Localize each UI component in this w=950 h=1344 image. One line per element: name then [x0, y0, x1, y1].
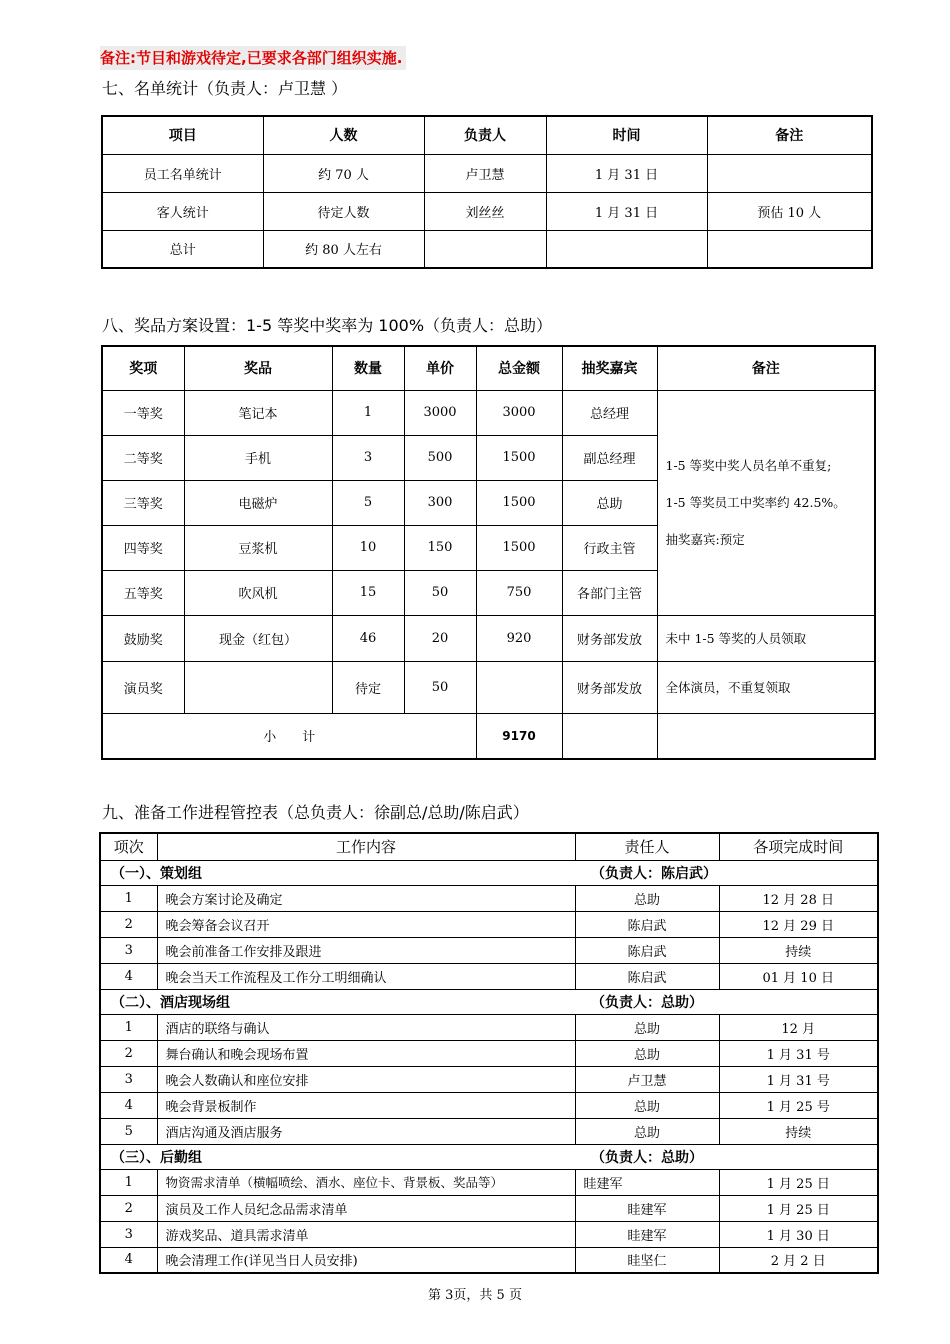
header-cell: 备注 [707, 116, 872, 154]
table-cell: 酒店的联络与确认 [157, 1014, 575, 1040]
table-cell: 2 [100, 1195, 157, 1221]
table-cell: 12 月 29 日 [719, 911, 878, 937]
table-cell: 各部门主管 [562, 570, 657, 615]
group-name: （二）、酒店现场组 [111, 994, 230, 1011]
header-cell: 总金额 [476, 346, 562, 390]
table-cell [657, 713, 875, 759]
merged-remark-cell [657, 390, 875, 615]
group-row [100, 1144, 878, 1169]
table-cell: 约 70 人 [263, 154, 424, 192]
table-cell: 待定人数 [263, 192, 424, 230]
table-cell: 3 [332, 435, 404, 480]
table-cell: 3000 [476, 390, 562, 435]
table-cell: 1 月 25 日 [719, 1195, 878, 1221]
table-cell: 笔记本 [184, 390, 332, 435]
table-cell [562, 713, 657, 759]
table-cell: 晚会前准备工作安排及跟进 [157, 937, 575, 963]
remark-line: 1-5 等奖员工中奖率约 42.5%。 [665, 495, 846, 510]
remark-line: 1-5 等奖中奖人员名单不重复; [665, 458, 832, 473]
table-cell [476, 661, 562, 713]
remark-line: 抽奖嘉宾:预定 [665, 532, 745, 547]
table-cell: 副总经理 [562, 435, 657, 480]
table-cell [184, 661, 332, 713]
table-cell: 财务部发放 [562, 661, 657, 713]
table-cell: 46 [332, 615, 404, 661]
table-row [100, 1092, 878, 1118]
table-cell: 四等奖 [102, 525, 184, 570]
table-cell: 吹风机 [184, 570, 332, 615]
table-cell: 晚会清理工作(详见当日人员安排) [157, 1247, 575, 1273]
table-row [100, 911, 878, 937]
table-cell: 01 月 10 日 [719, 963, 878, 989]
header-cell: 抽奖嘉宾 [562, 346, 657, 390]
table-row [102, 230, 872, 268]
table-row [100, 937, 878, 963]
table-cell: 1 月 31 日 [546, 154, 707, 192]
table-cell: 总经理 [562, 390, 657, 435]
table-cell: 晚会筹备会议召开 [157, 911, 575, 937]
table-cell: 12 月 28 日 [719, 885, 878, 911]
table-cell: 客人统计 [102, 192, 263, 230]
table-row [100, 1195, 878, 1221]
header-cell: 负责人 [424, 116, 546, 154]
header-cell: 责任人 [575, 833, 719, 860]
table-cell: 待定 [332, 661, 404, 713]
table-cell: 3000 [404, 390, 476, 435]
table-cell: 10 [332, 525, 404, 570]
table-row [100, 1066, 878, 1092]
table-cell: 刘丝丝 [424, 192, 546, 230]
table-cell: 1 月 31 号 [719, 1040, 878, 1066]
table-cell: 舞台确认和晚会现场布置 [157, 1040, 575, 1066]
table-cell: 1 [100, 885, 157, 911]
table-cell: 演员奖 [102, 661, 184, 713]
table-row [100, 1118, 878, 1144]
table-cell: 行政主管 [562, 525, 657, 570]
header-cell: 奖品 [184, 346, 332, 390]
table-cell: 陈启武 [575, 937, 719, 963]
header-cell: 单价 [404, 346, 476, 390]
table-cell: 总助 [575, 885, 719, 911]
table-cell: 酒店沟通及酒店服务 [157, 1118, 575, 1144]
table-row [100, 1247, 878, 1273]
table-cell: 晚会当天工作流程及工作分工明细确认 [157, 963, 575, 989]
table-cell: 4 [100, 963, 157, 989]
table-row [100, 1040, 878, 1066]
table-cell [707, 230, 872, 268]
table-cell: 总助 [575, 1014, 719, 1040]
table-cell: 陈启武 [575, 911, 719, 937]
table-cell: 五等奖 [102, 570, 184, 615]
table-cell: 12 月 [719, 1014, 878, 1040]
group-owner: （负责人：总助） [591, 1149, 703, 1166]
table-cell: 2 [100, 1040, 157, 1066]
header-cell: 奖项 [102, 346, 184, 390]
table-row [100, 963, 878, 989]
table-cell: 财务部发放 [562, 615, 657, 661]
table-cell: 总助 [575, 1092, 719, 1118]
header-cell: 各项完成时间 [719, 833, 878, 860]
table-cell: 手机 [184, 435, 332, 480]
table-cell: 物资需求清单（横幅喷绘、酒水、座位卡、背景板、奖品等） [157, 1169, 575, 1195]
table-cell: 1 [332, 390, 404, 435]
header-cell: 项次 [100, 833, 157, 860]
table-cell: 二等奖 [102, 435, 184, 480]
table-cell [546, 230, 707, 268]
page-footer: 第 3页，共 5 页 [428, 1288, 522, 1303]
table-cell: 晚会背景板制作 [157, 1092, 575, 1118]
table-row [102, 661, 875, 713]
table-cell: 1500 [476, 525, 562, 570]
header-cell: 工作内容 [157, 833, 575, 860]
table-cell: 全体演员，不重复领取 [657, 661, 875, 713]
subtotal-value: 9170 [476, 713, 562, 759]
header-cell: 备注 [657, 346, 875, 390]
table-row [102, 615, 875, 661]
table-cell: 750 [476, 570, 562, 615]
table-cell: 演员及工作人员纪念品需求清单 [157, 1195, 575, 1221]
table-header-row [100, 833, 878, 860]
table-cell: 4 [100, 1092, 157, 1118]
table-cell: 员工名单统计 [102, 154, 263, 192]
subtotal-label: 小 计 [102, 713, 476, 759]
group-row [100, 989, 878, 1014]
table-cell: 三等奖 [102, 480, 184, 525]
table-cell: 陈启武 [575, 963, 719, 989]
section9-title: 九、准备工作进程管控表（总负责人：徐副总/总助/陈启武） [102, 803, 529, 822]
table-cell: 1 月 31 日 [546, 192, 707, 230]
subtotal-row [102, 713, 875, 759]
prize-table [101, 345, 876, 760]
table-cell: 眭坚仁 [575, 1247, 719, 1273]
table-row [100, 1169, 878, 1195]
table-cell: 300 [404, 480, 476, 525]
remark-note: 备注:节目和游戏待定,已要求各部门组织实施. [100, 46, 406, 70]
table-cell: 500 [404, 435, 476, 480]
table-cell: 晚会方案讨论及确定 [157, 885, 575, 911]
table-cell: 1 月 31 号 [719, 1066, 878, 1092]
table-cell: 15 [332, 570, 404, 615]
table-cell: 1 月 25 号 [719, 1092, 878, 1118]
table-cell: 眭建军 [575, 1221, 719, 1247]
table-cell: 1500 [476, 480, 562, 525]
table-cell: 眭建军 [575, 1195, 719, 1221]
table-cell: 150 [404, 525, 476, 570]
table-row [100, 885, 878, 911]
table-cell: 1 [100, 1169, 157, 1195]
progress-table [99, 832, 879, 1274]
group-header [100, 860, 878, 885]
table-cell: 一等奖 [102, 390, 184, 435]
table-cell: 2 月 2 日 [719, 1247, 878, 1273]
table-cell: 2 [100, 911, 157, 937]
group-row [100, 860, 878, 885]
table-cell: 豆浆机 [184, 525, 332, 570]
table-cell: 约 80 人左右 [263, 230, 424, 268]
section8-title: 八、奖品方案设置：1-5 等奖中奖率为 100%（负责人：总助） [102, 316, 553, 335]
table-cell [707, 154, 872, 192]
table-row [102, 154, 872, 192]
table-cell: 电磁炉 [184, 480, 332, 525]
header-cell: 数量 [332, 346, 404, 390]
table-cell: 持续 [719, 1118, 878, 1144]
table-cell: 总计 [102, 230, 263, 268]
table-cell: 4 [100, 1247, 157, 1273]
table-header-row [102, 346, 875, 390]
table-cell: 持续 [719, 937, 878, 963]
table-cell: 游戏奖品、道具需求清单 [157, 1221, 575, 1247]
table-cell: 5 [100, 1118, 157, 1144]
table-row [100, 1014, 878, 1040]
table-cell: 总助 [575, 1118, 719, 1144]
group-header [100, 1144, 878, 1169]
table-cell: 50 [404, 661, 476, 713]
table-cell: 3 [100, 1221, 157, 1247]
group-name: （三）、后勤组 [111, 1149, 202, 1166]
header-cell: 时间 [546, 116, 707, 154]
table-cell: 5 [332, 480, 404, 525]
table-row [100, 1221, 878, 1247]
table-cell: 卢卫慧 [424, 154, 546, 192]
table-cell: 未中 1-5 等奖的人员领取 [657, 615, 875, 661]
table-cell: 现金（红包） [184, 615, 332, 661]
group-owner: （负责人：陈启武） [591, 865, 717, 882]
table-cell: 总助 [575, 1040, 719, 1066]
table-cell [424, 230, 546, 268]
header-cell: 人数 [263, 116, 424, 154]
table-cell: 3 [100, 937, 157, 963]
table-row [102, 390, 875, 435]
table-cell: 总助 [562, 480, 657, 525]
table-row [102, 192, 872, 230]
header-cell: 项目 [102, 116, 263, 154]
table-cell: 50 [404, 570, 476, 615]
table-cell: 3 [100, 1066, 157, 1092]
table-cell: 20 [404, 615, 476, 661]
table-cell: 卢卫慧 [575, 1066, 719, 1092]
table-cell: 鼓励奖 [102, 615, 184, 661]
table-cell: 眭建军 [575, 1169, 719, 1195]
group-owner: （负责人：总助） [591, 994, 703, 1011]
table-cell: 1500 [476, 435, 562, 480]
table-cell: 晚会人数确认和座位安排 [157, 1066, 575, 1092]
table-cell: 预估 10 人 [707, 192, 872, 230]
table-cell: 1 月 30 日 [719, 1221, 878, 1247]
table-cell: 920 [476, 615, 562, 661]
table-cell: 1 [100, 1014, 157, 1040]
group-header [100, 989, 878, 1014]
group-name: （一）、策划组 [111, 865, 202, 882]
table-cell: 1 月 25 日 [719, 1169, 878, 1195]
section7-title: 七、名单统计（负责人：卢卫慧 ） [102, 79, 348, 98]
table-header-row [102, 116, 872, 154]
roster-table [101, 115, 873, 269]
